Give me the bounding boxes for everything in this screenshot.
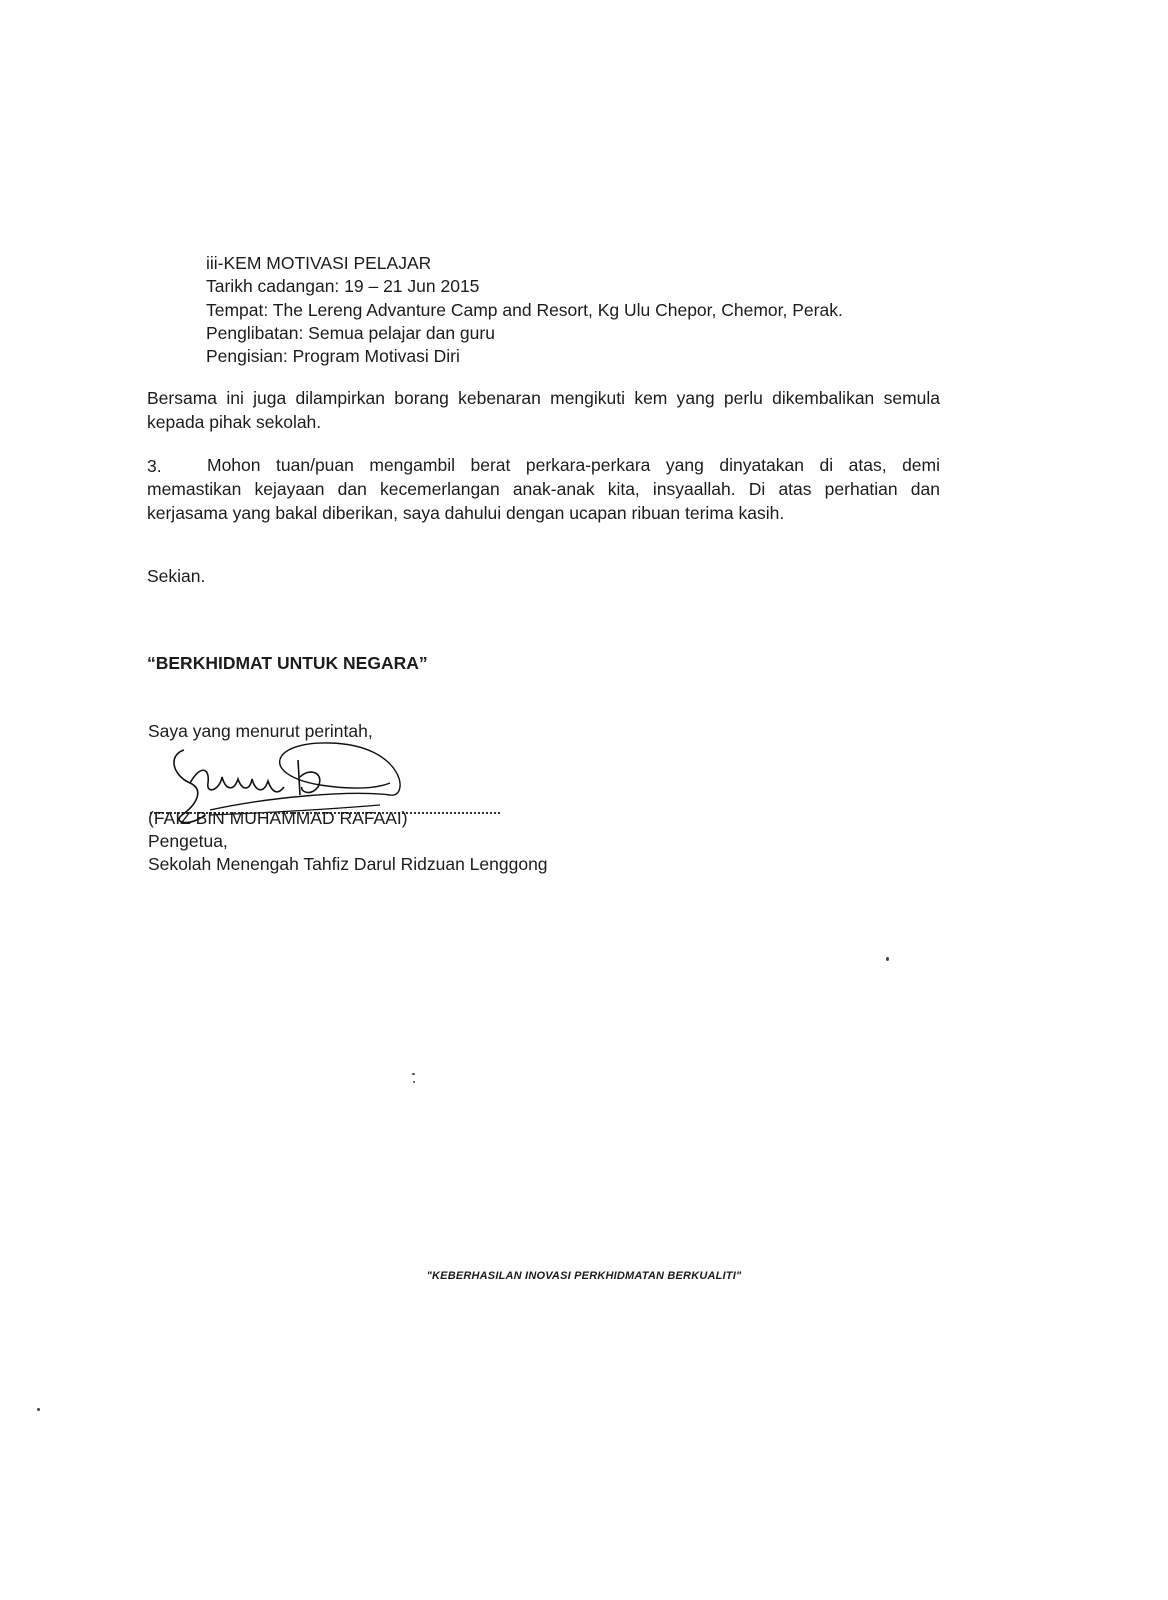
scan-speck [37,1408,40,1411]
signoff-preface: Saya yang menurut perintah, [148,721,373,741]
proposed-date: Tarikh cadangan: 19 – 21 Jun 2015 [206,276,480,296]
closing: Sekian. [147,566,206,586]
attachment-paragraph: Bersama ini juga dilampirkan borang kebenaran mengikuti kem yang perlu dikembalikan semula kepada pihak sekolah. [147,388,940,432]
paragraph-number: 3. [147,456,162,476]
signatory-position: Pengetua, [148,831,228,851]
scan-speck [413,1081,415,1083]
paragraph-3-text: Mohon tuan/puan mengambil berat perkara-perkara yang dinyatakan di atas, demi memastikan kejayaan dan kecemerlangan anak-anak kita, insyaallah. Di atas perhatian dan kerjasama yang bakal diberikan, saya dahului dengan ucapan ribuan terima kasih. [147,455,940,523]
venue: Tempat: The Lereng Advanture Camp and Resort, Kg Ulu Chepor, Chemor, Perak. [206,300,843,320]
school-name: Sekolah Menengah Tahfiz Darul Ridzuan Lenggong [148,854,548,874]
participants: Penglibatan: Semua pelajar dan guru [206,323,495,343]
signatory-name: (FAIZ BIN MUHAMMAD RAFAAI) [148,808,408,828]
scan-speck [886,957,889,961]
program-content: Pengisian: Program Motivasi Diri [206,346,460,366]
section-heading: iii-KEM MOTIVASI PELAJAR [206,253,432,273]
slogan: “BERKHIDMAT UNTUK NEGARA” [147,653,428,673]
scan-speck [412,1073,415,1075]
footer-motto: "KEBERHASILAN INOVASI PERKHIDMATAN BERKUALITI" [426,1270,742,1282]
